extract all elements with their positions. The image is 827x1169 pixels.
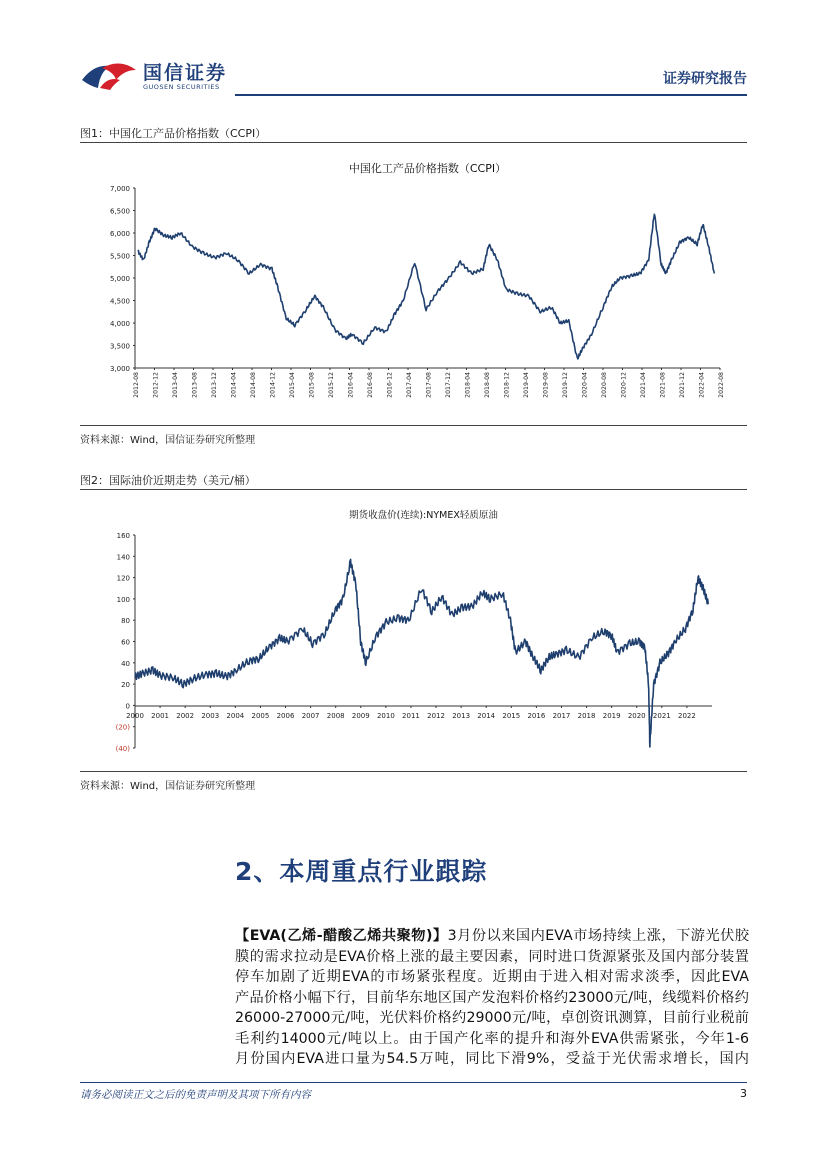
x-tick-label: 2001: [151, 712, 170, 720]
chart-title: 期货收盘价(连续):NYMEX轻质原油: [349, 510, 498, 521]
x-tick-label: 2013-12: [211, 372, 218, 398]
header-divider: [235, 94, 747, 96]
y-tick-label: 6,500: [109, 207, 130, 216]
x-tick-label: 2015-08: [308, 372, 316, 398]
x-tick-label: 2016-12: [386, 372, 394, 398]
x-tick-label: 2008: [326, 712, 345, 720]
paragraph-line-5: 26000-27000元/吨，光伏料价格约29000元/吨，卓创资讯测算，目前行业税前: [235, 1010, 749, 1026]
x-tick-label: 2022: [677, 712, 696, 720]
series-line: [135, 559, 708, 747]
x-tick-label: 2016: [527, 712, 546, 720]
y-tick-label: (20): [115, 723, 130, 732]
x-tick-label: 2010: [376, 712, 395, 720]
paragraph-line-2: 膜的需求拉动是EVA价格上涨的最主要因素，同时进口货源紧张及国内部分装置: [235, 948, 749, 965]
x-tick-label: 2017-08: [425, 372, 433, 398]
y-tick-label: 5,500: [109, 252, 130, 261]
paragraph-line-1: [235, 926, 749, 947]
series-line: [138, 214, 714, 359]
y-tick-label: 140: [116, 553, 130, 562]
x-tick-label: 2011: [402, 712, 420, 720]
y-tick-label: 0: [125, 702, 130, 711]
y-tick-label: 7,000: [109, 185, 130, 193]
x-tick-label: 2020-12: [620, 372, 628, 398]
x-tick-label: 2022-04: [698, 372, 706, 398]
x-tick-label: 2017: [552, 712, 571, 720]
x-tick-label: 2013-08: [191, 372, 199, 398]
y-tick-label: 160: [116, 532, 130, 540]
figure2-caption: 图2：国际油价近期走势（美元/桶）: [80, 474, 256, 487]
y-tick-label: 4,000: [109, 320, 130, 328]
x-tick-label: 2003: [201, 712, 220, 720]
x-tick-label: 2012: [427, 712, 445, 720]
x-tick-label: 2018: [577, 712, 596, 720]
figure1-caption: 图1：中国化工产品价格指数（CCPI）: [80, 127, 267, 140]
x-tick-label: 2021-04: [640, 372, 647, 398]
x-tick-label: 2020-08: [601, 372, 608, 398]
y-tick-label: 40: [121, 659, 130, 668]
x-tick-label: 2020-04: [581, 372, 589, 398]
y-tick-label: 60: [121, 638, 130, 647]
x-tick-label: 2016-04: [347, 372, 355, 398]
x-tick-label: 2021-08: [659, 372, 667, 398]
x-tick-label: 2007: [301, 712, 320, 720]
y-tick-label: 80: [121, 617, 130, 626]
figure2-bottom-rule: [80, 771, 747, 772]
x-tick-label: 2012-08: [133, 372, 140, 398]
disclaimer-text: 请务必阅读正文之后的免责声明及其项下所有内容: [80, 1089, 311, 1101]
x-tick-label: 2014-12: [269, 372, 277, 398]
page-number: 3: [740, 1087, 747, 1100]
paragraph-line-1-text: 3月份以来国内EVA市场持续上涨，下游光伏胶: [447, 928, 750, 944]
x-tick-label: 2022-08: [718, 372, 725, 398]
x-tick-label: 2019-04: [523, 372, 530, 398]
paragraph-line-4: 产品价格小幅下行，目前华东地区国产发泡料价格约23000元/吨，线缆料价格约: [235, 989, 749, 1006]
guosen-logo-icon: [80, 58, 138, 92]
x-tick-label: 2004: [226, 712, 245, 720]
brand-name: 国信证券: [143, 62, 228, 84]
x-tick-label: 2015-04: [289, 372, 296, 398]
paragraph-line-7: 月份国内EVA进口量为54.5万吨，同比下滑9%，受益于光伏需求增长，国内: [235, 1051, 749, 1067]
x-tick-label: 2005: [251, 712, 270, 720]
x-tick-label: 2013-04: [172, 372, 179, 398]
x-tick-label: 2017-12: [445, 372, 452, 398]
paragraph-lead: 【EVA(乙烯-醋酸乙烯共聚物)】: [235, 928, 448, 944]
figure2-source: 资料来源：Wind，国信证券研究所整理: [80, 781, 256, 792]
x-tick-label: 2015-12: [328, 372, 335, 398]
x-tick-label: 2018-12: [503, 372, 511, 398]
ccpi-chart: [80, 148, 747, 423]
x-tick-label: 2019-12: [562, 372, 569, 398]
report-type-label: 证券研究报告: [663, 71, 747, 87]
x-tick-label: 2014-04: [230, 372, 238, 398]
x-tick-label: 2014-08: [250, 372, 257, 398]
eva-paragraph: [235, 926, 749, 1070]
y-tick-label: 3,000: [109, 365, 130, 373]
x-tick-label: 2019: [602, 712, 621, 720]
y-tick-label: 120: [116, 574, 130, 583]
paragraph-line-6: 毛利约14000元/吨以上。由于国产化率的提升和海外EVA供需紧张，今年1-6: [235, 1030, 749, 1047]
oil-price-chart: [80, 498, 747, 766]
section-heading: 2、本周重点行业跟踪: [235, 857, 488, 886]
y-tick-label: 5,000: [109, 275, 130, 283]
y-tick-label: 100: [116, 595, 130, 604]
x-tick-label: 2014: [477, 712, 496, 720]
y-tick-label: 6,000: [109, 230, 130, 238]
x-tick-label: 2021-12: [679, 372, 686, 398]
x-tick-label: 2021: [652, 712, 671, 720]
x-tick-label: 2009: [351, 712, 370, 720]
x-tick-label: 2018-08: [484, 372, 491, 398]
paragraph-line-3: 停车加剧了近期EVA的市场紧张程度。近期由于进入相对需求淡季，因此EVA: [235, 969, 749, 985]
x-tick-label: 2016-08: [367, 372, 374, 398]
x-tick-label: 2020: [627, 712, 646, 720]
y-tick-label: 20: [121, 681, 130, 690]
figure1-source: 资料来源：Wind，国信证券研究所整理: [80, 435, 256, 446]
figure1-bottom-rule: [80, 425, 747, 426]
figure1-top-rule: [80, 142, 747, 143]
y-tick-label: (40): [115, 745, 130, 753]
y-tick-label: 3,500: [109, 342, 130, 351]
x-tick-label: 2019-08: [542, 372, 550, 398]
figure2-top-rule: [80, 489, 747, 490]
x-tick-label: 2002: [176, 712, 195, 720]
brand-name-en: GUOSEN SECURITIES: [143, 83, 220, 91]
footer-divider: [80, 1082, 747, 1083]
x-tick-label: 2006: [276, 712, 295, 720]
x-tick-label: 2013: [452, 712, 471, 720]
x-tick-label: 2012-12: [152, 372, 160, 398]
x-tick-label: 2000: [126, 712, 144, 720]
chart-title: 中国化工产品价格指数（CCPI）: [348, 162, 507, 175]
y-tick-label: 4,500: [109, 297, 130, 306]
x-tick-label: 2015: [502, 712, 521, 720]
x-tick-label: 2018-04: [464, 372, 472, 398]
x-tick-label: 2017-04: [406, 372, 413, 398]
